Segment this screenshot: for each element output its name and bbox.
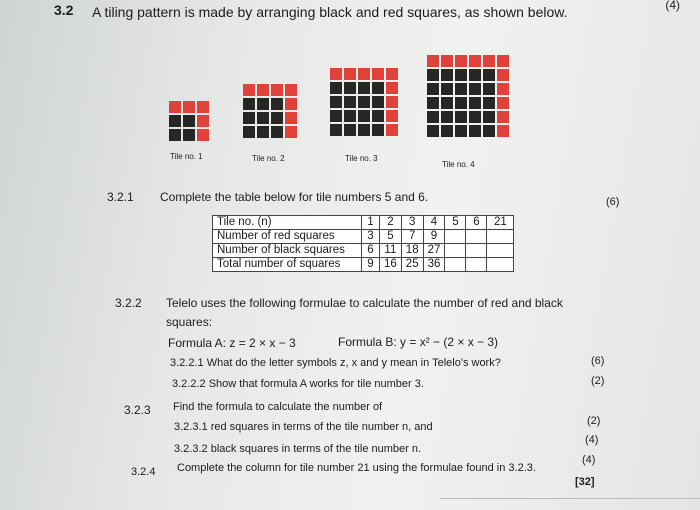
formula-a: Formula A: z = 2 × x − 3 — [168, 336, 296, 350]
q321-number: 3.2.1 — [107, 190, 134, 204]
table-cell: 6 — [362, 244, 380, 258]
black-square — [243, 126, 255, 138]
tile-4-label: Tile no. 4 — [442, 160, 475, 169]
red-square — [497, 111, 509, 123]
black-square — [183, 129, 195, 141]
tile-1-pattern — [169, 101, 209, 141]
red-square — [386, 68, 398, 80]
red-square — [197, 101, 209, 113]
q324-marks: (4) — [582, 454, 596, 466]
table-cell — [487, 244, 514, 258]
black-square — [358, 110, 370, 122]
formula-b: Formula B: y = x² − (2 × x − 3) — [338, 335, 499, 349]
q3222-marks: (2) — [591, 375, 605, 387]
row-label: Number of black squares — [213, 244, 362, 258]
table-cell: 5 — [380, 230, 402, 244]
red-square — [427, 55, 439, 67]
black-square — [344, 96, 356, 108]
q3222-text: 3.2.2.2 Show that formula A works for tile number 3. — [172, 378, 424, 390]
table-row — [213, 258, 514, 272]
black-square — [455, 97, 467, 109]
red-square — [285, 112, 297, 124]
black-square — [469, 111, 481, 123]
row-label: Total number of squares — [213, 258, 362, 272]
red-square — [497, 83, 509, 95]
table-cell: 1 — [362, 216, 380, 230]
black-square — [483, 69, 495, 81]
red-square — [285, 84, 297, 96]
row-label: Tile no. (n) — [213, 216, 362, 230]
red-square — [358, 68, 370, 80]
black-square — [372, 96, 384, 108]
red-square — [257, 84, 269, 96]
black-square — [243, 98, 255, 110]
black-square — [243, 112, 255, 124]
black-square — [483, 83, 495, 95]
table-row — [213, 230, 514, 244]
black-square — [372, 124, 384, 136]
table-cell: 9 — [423, 230, 445, 244]
black-square — [358, 96, 370, 108]
red-square — [497, 69, 509, 81]
table-cell: 7 — [401, 230, 423, 244]
red-square — [386, 96, 398, 108]
black-square — [427, 111, 439, 123]
red-square — [497, 97, 509, 109]
tile-2-pattern — [243, 84, 297, 138]
table-cell: 3 — [401, 216, 423, 230]
black-square — [344, 110, 356, 122]
red-square — [455, 55, 467, 67]
q322-text-line2: squares: — [166, 315, 213, 329]
black-square — [344, 82, 356, 94]
q323-number: 3.2.3 — [124, 403, 151, 417]
black-square — [441, 69, 453, 81]
black-square — [441, 83, 453, 95]
q321-text: Complete the table below for tile numbers 5 and 6. — [160, 190, 429, 204]
q322-number: 3.2.2 — [115, 296, 142, 310]
black-square — [330, 124, 342, 136]
black-square — [427, 69, 439, 81]
red-square — [497, 125, 509, 137]
table-cell: 5 — [445, 216, 466, 230]
table-cell: 4 — [423, 216, 445, 230]
black-square — [358, 124, 370, 136]
black-square — [427, 97, 439, 109]
black-square — [455, 125, 467, 137]
red-square — [197, 129, 209, 141]
table-cell — [445, 230, 466, 244]
table-cell — [487, 230, 514, 244]
black-square — [169, 115, 181, 127]
table-cell — [445, 244, 466, 258]
q3231-marks: (2) — [587, 415, 601, 427]
red-square — [243, 84, 255, 96]
black-square — [469, 97, 481, 109]
table-cell — [466, 230, 487, 244]
red-square — [372, 68, 384, 80]
row-label: Number of red squares — [213, 230, 362, 244]
tile-4-pattern — [427, 55, 509, 137]
q3221-text: 3.2.2.1 What do the letter symbols z, x and y mean in Telelo's work? — [170, 357, 501, 369]
table-cell: 2 — [380, 216, 402, 230]
table-cell: 36 — [423, 258, 445, 272]
tiles-table — [212, 215, 514, 272]
black-square — [469, 125, 481, 137]
black-square — [455, 83, 467, 95]
black-square — [271, 98, 283, 110]
table-cell: 16 — [380, 258, 402, 272]
red-square — [169, 101, 181, 113]
black-square — [358, 82, 370, 94]
black-square — [483, 111, 495, 123]
black-square — [427, 125, 439, 137]
tile-3-label: Tile no. 3 — [345, 154, 378, 163]
table-cell: 21 — [487, 216, 514, 230]
black-square — [372, 82, 384, 94]
table-cell: 18 — [401, 244, 423, 258]
q3232-text: 3.2.3.2 black squares in terms of the tile number n. — [174, 443, 422, 455]
black-square — [441, 125, 453, 137]
question-text: A tiling pattern is made by arranging black and red squares, as shown below. — [92, 4, 568, 20]
total-marks: (4) — [665, 0, 680, 12]
red-square — [469, 55, 481, 67]
black-square — [469, 83, 481, 95]
black-square — [372, 110, 384, 122]
black-square — [455, 111, 467, 123]
black-square — [257, 98, 269, 110]
q3231-text: 3.2.3.1 red squares in terms of the tile number n, and — [174, 421, 433, 433]
black-square — [183, 115, 195, 127]
red-square — [285, 98, 297, 110]
table-row — [213, 216, 514, 230]
red-square — [197, 115, 209, 127]
red-square — [497, 55, 509, 67]
q323-text: Find the formula to calculate the number of — [173, 401, 383, 413]
table-cell — [487, 258, 514, 272]
table-cell: 25 — [401, 258, 423, 272]
q324-text: Complete the column for tile number 21 using the formulae found in 3.2.3. — [177, 462, 536, 474]
q324-number: 3.2.4 — [131, 466, 156, 478]
red-square — [386, 82, 398, 94]
table-cell — [466, 258, 487, 272]
table-cell: 27 — [423, 244, 445, 258]
black-square — [441, 111, 453, 123]
tile-1-label: Tile no. 1 — [170, 152, 203, 161]
black-square — [330, 96, 342, 108]
table-cell: 9 — [362, 258, 380, 272]
red-square — [344, 68, 356, 80]
tile-2-label: Tile no. 2 — [252, 154, 285, 163]
black-square — [455, 69, 467, 81]
q3232-marks: (4) — [585, 434, 599, 446]
red-square — [285, 126, 297, 138]
black-square — [169, 129, 181, 141]
q3221-marks: (6) — [591, 355, 605, 367]
black-square — [330, 82, 342, 94]
table-cell: 6 — [466, 216, 487, 230]
table-row — [213, 244, 514, 258]
black-square — [441, 97, 453, 109]
q321-marks: (6) — [606, 196, 620, 208]
black-square — [483, 125, 495, 137]
red-square — [271, 84, 283, 96]
black-square — [257, 126, 269, 138]
red-square — [183, 101, 195, 113]
black-square — [469, 69, 481, 81]
black-square — [271, 112, 283, 124]
q322-text-line1: Telelo uses the following formulae to calculate the number of red and black — [166, 296, 563, 310]
black-square — [271, 126, 283, 138]
table-cell — [445, 258, 466, 272]
red-square — [386, 124, 398, 136]
question-number: 3.2 — [54, 2, 74, 18]
black-square — [257, 112, 269, 124]
table-cell — [466, 244, 487, 258]
table-cell: 11 — [380, 244, 402, 258]
black-square — [344, 124, 356, 136]
red-square — [330, 68, 342, 80]
tile-3-pattern — [330, 68, 398, 136]
black-square — [330, 110, 342, 122]
black-square — [483, 97, 495, 109]
divider — [440, 498, 700, 499]
grand-total: [32] — [575, 476, 595, 488]
red-square — [483, 55, 495, 67]
red-square — [441, 55, 453, 67]
red-square — [386, 110, 398, 122]
table-cell: 3 — [362, 230, 380, 244]
black-square — [427, 83, 439, 95]
